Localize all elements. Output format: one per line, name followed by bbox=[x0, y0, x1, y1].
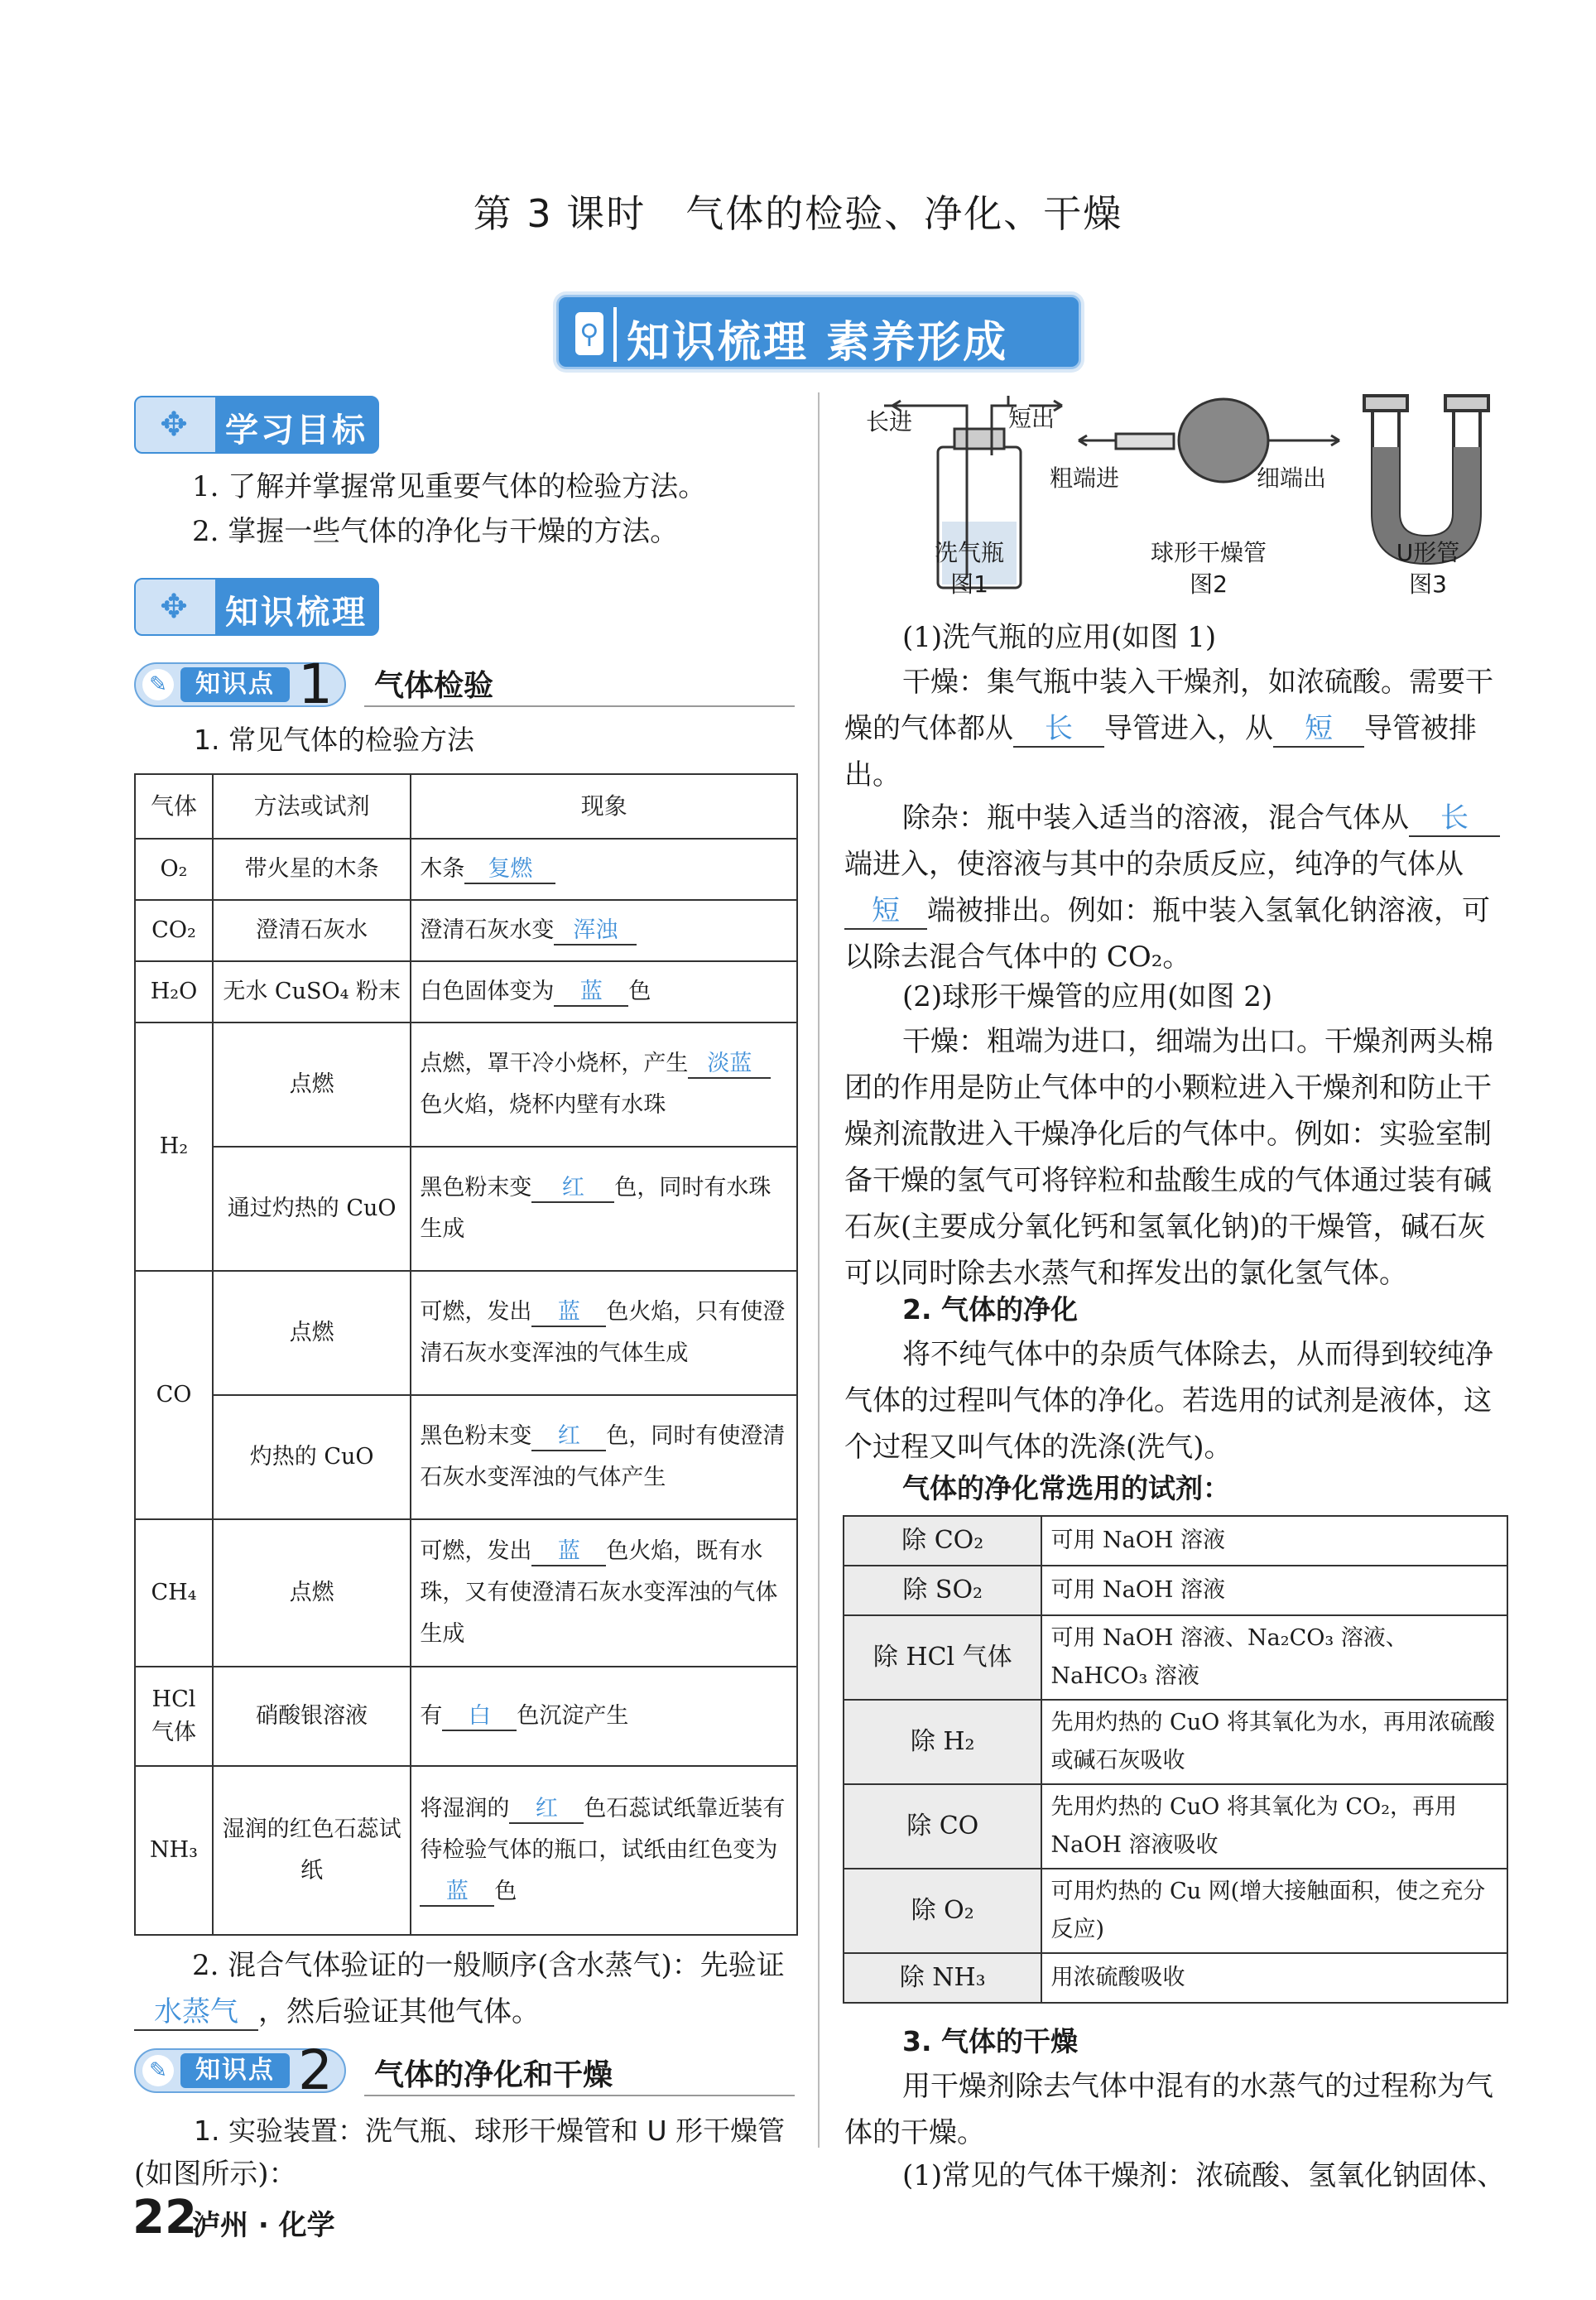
table-row bbox=[135, 839, 797, 900]
gas-cell: HCl 气体 bbox=[135, 1667, 213, 1766]
answer-blank: 红 bbox=[531, 1423, 606, 1451]
answer-blank: 浑浊 bbox=[554, 917, 637, 946]
mix-order-text bbox=[134, 1942, 801, 2035]
table-row bbox=[844, 1566, 1507, 1615]
fig1-label: 图1 bbox=[950, 570, 988, 598]
banner-divider bbox=[613, 307, 617, 362]
impurity-cell: 除 CO bbox=[844, 1784, 1041, 1869]
gas-cell: H₂ bbox=[135, 1022, 213, 1271]
text: 2. 混合气体验证的一般顺序(含水蒸气)：先验证 bbox=[192, 1949, 785, 1982]
text: 端进入，使溶液与其中的杂质反应，纯净的气体从 bbox=[844, 848, 1464, 881]
gas-test-table bbox=[134, 773, 798, 1936]
kp2-subtitle: 1. 实验装置：洗气瓶、球形干燥管和 U 形干燥管 bbox=[194, 2115, 786, 2147]
text: 色沉淀产生 bbox=[517, 1703, 629, 1729]
answer-blank: 红 bbox=[509, 1796, 584, 1824]
text: 澄清石灰水变 bbox=[420, 917, 555, 943]
phenomenon-cell bbox=[411, 900, 797, 961]
table-header bbox=[135, 774, 797, 839]
text: 黑色粉末变 bbox=[420, 1423, 532, 1449]
phenomenon-cell bbox=[411, 1667, 797, 1766]
text: 除杂：瓶中装入适当的溶液，混合气体从 bbox=[902, 801, 1409, 835]
para-tube-drying: 干燥：粗端为进口，细端为出口。干燥剂两头棉团的作用是防止气体中的小颗粒进入干燥剂和防止干燥剂流散进入干燥净化后的气体中。例如：实验室制备干燥的氢气可将锌粒和盐酸生成的气体通过装有碱石灰(主要成分氧化钙和氢氧化钠)的干燥管，碱石灰可以同时除去水蒸气和挥发出的氯化氢气体。 bbox=[844, 1025, 1493, 1290]
method-cell: 点燃 bbox=[213, 1022, 411, 1147]
section-banner bbox=[556, 295, 1081, 369]
fig2-name: 球形干燥管 bbox=[1150, 539, 1267, 566]
table-row bbox=[135, 900, 797, 961]
table-row bbox=[844, 1784, 1507, 1869]
phenomenon-cell bbox=[411, 839, 797, 900]
text: 干燥：集气瓶中装入干燥剂，如浓硫酸。需要干燥的气体都从 bbox=[844, 666, 1493, 745]
text: 色火焰，只有使澄清石灰水变浑浊的气体生成 bbox=[420, 1299, 786, 1366]
arrows-icon: ✥ bbox=[160, 588, 188, 626]
text: 色火焰，既有水珠，又有使澄清石灰水变浑浊的气体生成 bbox=[420, 1538, 778, 1647]
answer-blank: 短 bbox=[844, 894, 927, 930]
para-tube-use: (2)球形干燥管的应用(如图 2) bbox=[902, 980, 1273, 1013]
gas-cell: H₂O bbox=[135, 961, 213, 1022]
gas-cell: CH₄ bbox=[135, 1519, 213, 1667]
answer-blank: 水蒸气 bbox=[134, 1995, 258, 2031]
fig3-name: U形管 bbox=[1396, 539, 1460, 566]
text: 色 bbox=[494, 1879, 517, 1904]
table-row bbox=[135, 1395, 797, 1519]
method-cell: 湿润的红色石蕊试纸 bbox=[213, 1766, 411, 1935]
text: 色，同时有使澄清石灰水变浑浊的气体产生 bbox=[420, 1423, 786, 1490]
para-drying bbox=[844, 659, 1510, 798]
answer-blank: 淡蓝 bbox=[688, 1051, 771, 1079]
kp2-title: 气体的净化和干燥 bbox=[374, 2058, 613, 2092]
phenomenon-cell bbox=[411, 1022, 797, 1147]
text: 黑色粉末变 bbox=[420, 1175, 532, 1201]
page-title: 第 3 课时 气体的检验、净化、干燥 bbox=[473, 191, 1123, 236]
fig3-label: 图3 bbox=[1409, 570, 1447, 598]
reagent-cell: 先用灼热的 CuO 将其氧化为水，再用浓硫酸或碱石灰吸收 bbox=[1041, 1700, 1507, 1784]
kp1-title: 气体检验 bbox=[374, 669, 494, 703]
text: 点燃，罩干冷小烧杯，产生 bbox=[420, 1051, 689, 1076]
para-desiccants: (1)常见的气体干燥剂：浓硫酸、氢氧化钠固体、 bbox=[902, 2159, 1506, 2192]
label-long-in: 长进 bbox=[866, 408, 913, 435]
phenomenon-cell bbox=[411, 961, 797, 1022]
text: 色 bbox=[628, 979, 651, 1004]
header-phenomenon: 现象 bbox=[411, 774, 797, 839]
table-row bbox=[135, 1271, 797, 1395]
knowledge-tag bbox=[134, 578, 379, 636]
text: 导管进入，从 bbox=[1104, 712, 1273, 745]
table-row bbox=[135, 1519, 797, 1667]
kp1-underline bbox=[364, 705, 795, 707]
kp-number: 2 bbox=[298, 2038, 333, 2102]
goal-item: 2. 掌握一些气体的净化与干燥的方法。 bbox=[192, 515, 679, 548]
table-row bbox=[844, 1615, 1507, 1700]
answer-blank: 蓝 bbox=[531, 1299, 606, 1327]
heading-drying: 3. 气体的干燥 bbox=[902, 2025, 1078, 2057]
method-cell: 灼热的 CuO bbox=[213, 1395, 411, 1519]
text: 色，同时有水珠生成 bbox=[420, 1175, 772, 1242]
text: 有 bbox=[420, 1703, 443, 1729]
text: 白色固体变为 bbox=[420, 979, 555, 1004]
para-impurity bbox=[844, 795, 1510, 980]
goals-tag-label: 学习目标 bbox=[225, 411, 368, 450]
page-number: 22 bbox=[132, 2191, 197, 2245]
table-row bbox=[844, 1869, 1507, 1953]
text: 导管被排出。 bbox=[844, 712, 1477, 792]
book-name: 泸州 · 化学 bbox=[192, 2209, 335, 2242]
header-method: 方法或试剂 bbox=[213, 774, 411, 839]
phenomenon-cell bbox=[411, 1271, 797, 1395]
impurity-cell: 除 HCl 气体 bbox=[844, 1615, 1041, 1700]
method-cell: 带火星的木条 bbox=[213, 839, 411, 900]
text: 色石蕊试纸靠近装有待检验气体的瓶口，试纸由红色变为 bbox=[420, 1796, 786, 1863]
answer-blank: 短 bbox=[1273, 712, 1364, 748]
knowledge-point-2 bbox=[134, 2038, 346, 2102]
answer-blank: 红 bbox=[531, 1175, 614, 1203]
phenomenon-cell bbox=[411, 1519, 797, 1667]
arrows-icon: ✥ bbox=[160, 406, 188, 444]
answer-blank: 长 bbox=[1409, 801, 1500, 837]
answer-blank: 白 bbox=[442, 1703, 517, 1731]
banner-label: 知识梳理 素养形成 bbox=[627, 318, 1009, 368]
header-gas: 气体 bbox=[135, 774, 213, 839]
method-cell: 点燃 bbox=[213, 1271, 411, 1395]
label-thin-out: 细端出 bbox=[1257, 464, 1327, 492]
phenomenon-cell bbox=[411, 1147, 797, 1271]
table-row bbox=[135, 961, 797, 1022]
table-row bbox=[135, 1766, 797, 1935]
method-cell: 无水 CuSO₄ 粉末 bbox=[213, 961, 411, 1022]
table-row bbox=[135, 1667, 797, 1766]
impurity-cell: 除 H₂ bbox=[844, 1700, 1041, 1784]
heading-purification: 2. 气体的净化 bbox=[902, 1293, 1078, 1326]
phenomenon-cell bbox=[411, 1766, 797, 1935]
answer-blank: 蓝 bbox=[531, 1538, 606, 1566]
knowledge-point-1 bbox=[134, 652, 346, 716]
answer-blank: 长 bbox=[1013, 712, 1104, 748]
person-icon: ⚲ bbox=[575, 312, 603, 355]
text: 木条 bbox=[420, 856, 465, 882]
text: 色火焰，烧杯内壁有水珠 bbox=[420, 1092, 666, 1118]
para-drying-def: 用干燥剂除去气体中混有的水蒸气的过程称为气体的干燥。 bbox=[844, 2070, 1493, 2149]
text: 可燃，发出 bbox=[420, 1538, 532, 1564]
goals-tag bbox=[134, 396, 379, 454]
kp-number: 1 bbox=[298, 652, 333, 716]
answer-blank: 复燃 bbox=[464, 856, 555, 884]
reagent-cell: 先用灼热的 CuO 将其氧化为 CO₂，再用 NaOH 溶液吸收 bbox=[1041, 1784, 1507, 1869]
purification-table bbox=[843, 1515, 1508, 2004]
text: 将湿润的 bbox=[420, 1796, 510, 1821]
gas-cell: CO bbox=[135, 1271, 213, 1519]
knowledge-tag-label: 知识梳理 bbox=[225, 594, 368, 632]
para-bottle-use: (1)洗气瓶的应用(如图 1) bbox=[902, 621, 1217, 654]
pen-icon: ✎ bbox=[142, 669, 174, 700]
label-short-out: 短出 bbox=[1008, 405, 1055, 432]
text: ，然后验证其他气体。 bbox=[258, 1995, 540, 2028]
answer-blank: 蓝 bbox=[420, 1879, 494, 1907]
text: 可燃，发出 bbox=[420, 1299, 532, 1325]
column-divider bbox=[818, 392, 820, 2148]
fig1-name: 洗气瓶 bbox=[934, 539, 1004, 566]
pen-icon: ✎ bbox=[142, 2055, 174, 2086]
table-row bbox=[135, 1022, 797, 1147]
table-row bbox=[135, 1147, 797, 1271]
table-row bbox=[844, 1516, 1507, 1566]
para-purification: 将不纯气体中的杂质气体除去，从而得到较纯净气体的过程叫气体的净化。若选用的试剂是液体，这个过程又叫气体的洗涤(洗气)。 bbox=[844, 1338, 1493, 1464]
table-row bbox=[844, 1953, 1507, 2003]
text: 端被排出。例如：瓶中装入氢氧化钠溶液，可以除去混合气体中的 CO₂。 bbox=[844, 894, 1490, 974]
gas-cell: CO₂ bbox=[135, 900, 213, 961]
kp2-underline bbox=[364, 2095, 795, 2096]
reagent-cell: 可用灼热的 Cu 网(增大接触面积，使之充分反应) bbox=[1041, 1869, 1507, 1953]
gas-cell: O₂ bbox=[135, 839, 213, 900]
kp1-subtitle: 1. 常见气体的检验方法 bbox=[194, 724, 474, 756]
reagent-cell: 可用 NaOH 溶液、Na₂CO₃ 溶液、NaHCO₃ 溶液 bbox=[1041, 1615, 1507, 1700]
answer-blank: 蓝 bbox=[554, 979, 628, 1007]
reagent-cell: 可用 NaOH 溶液 bbox=[1041, 1516, 1507, 1566]
method-cell: 通过灼热的 CuO bbox=[213, 1147, 411, 1271]
method-cell: 硝酸银溶液 bbox=[213, 1667, 411, 1766]
table-row bbox=[844, 1700, 1507, 1784]
method-cell: 点燃 bbox=[213, 1519, 411, 1667]
reagent-cell: 可用 NaOH 溶液 bbox=[1041, 1566, 1507, 1615]
kp-label: 知识点 bbox=[180, 2053, 290, 2088]
impurity-cell: 除 CO₂ bbox=[844, 1516, 1041, 1566]
reagents-caption: 气体的净化常选用的试剂： bbox=[902, 1472, 1230, 1504]
phenomenon-cell bbox=[411, 1395, 797, 1519]
kp-label: 知识点 bbox=[180, 667, 290, 702]
method-cell: 澄清石灰水 bbox=[213, 900, 411, 961]
goal-item: 1. 了解并掌握常见重要气体的检验方法。 bbox=[192, 470, 707, 503]
impurity-cell: 除 NH₃ bbox=[844, 1953, 1041, 2003]
reagent-cell: 用浓硫酸吸收 bbox=[1041, 1953, 1507, 2003]
gas-cell: NH₃ bbox=[135, 1766, 213, 1935]
fig2-label: 图2 bbox=[1190, 570, 1228, 598]
impurity-cell: 除 SO₂ bbox=[844, 1566, 1041, 1615]
impurity-cell: 除 O₂ bbox=[844, 1869, 1041, 1953]
kp2-subtitle-cont: (如图所示)： bbox=[134, 2158, 297, 2191]
label-thick-in: 粗端进 bbox=[1050, 464, 1120, 492]
